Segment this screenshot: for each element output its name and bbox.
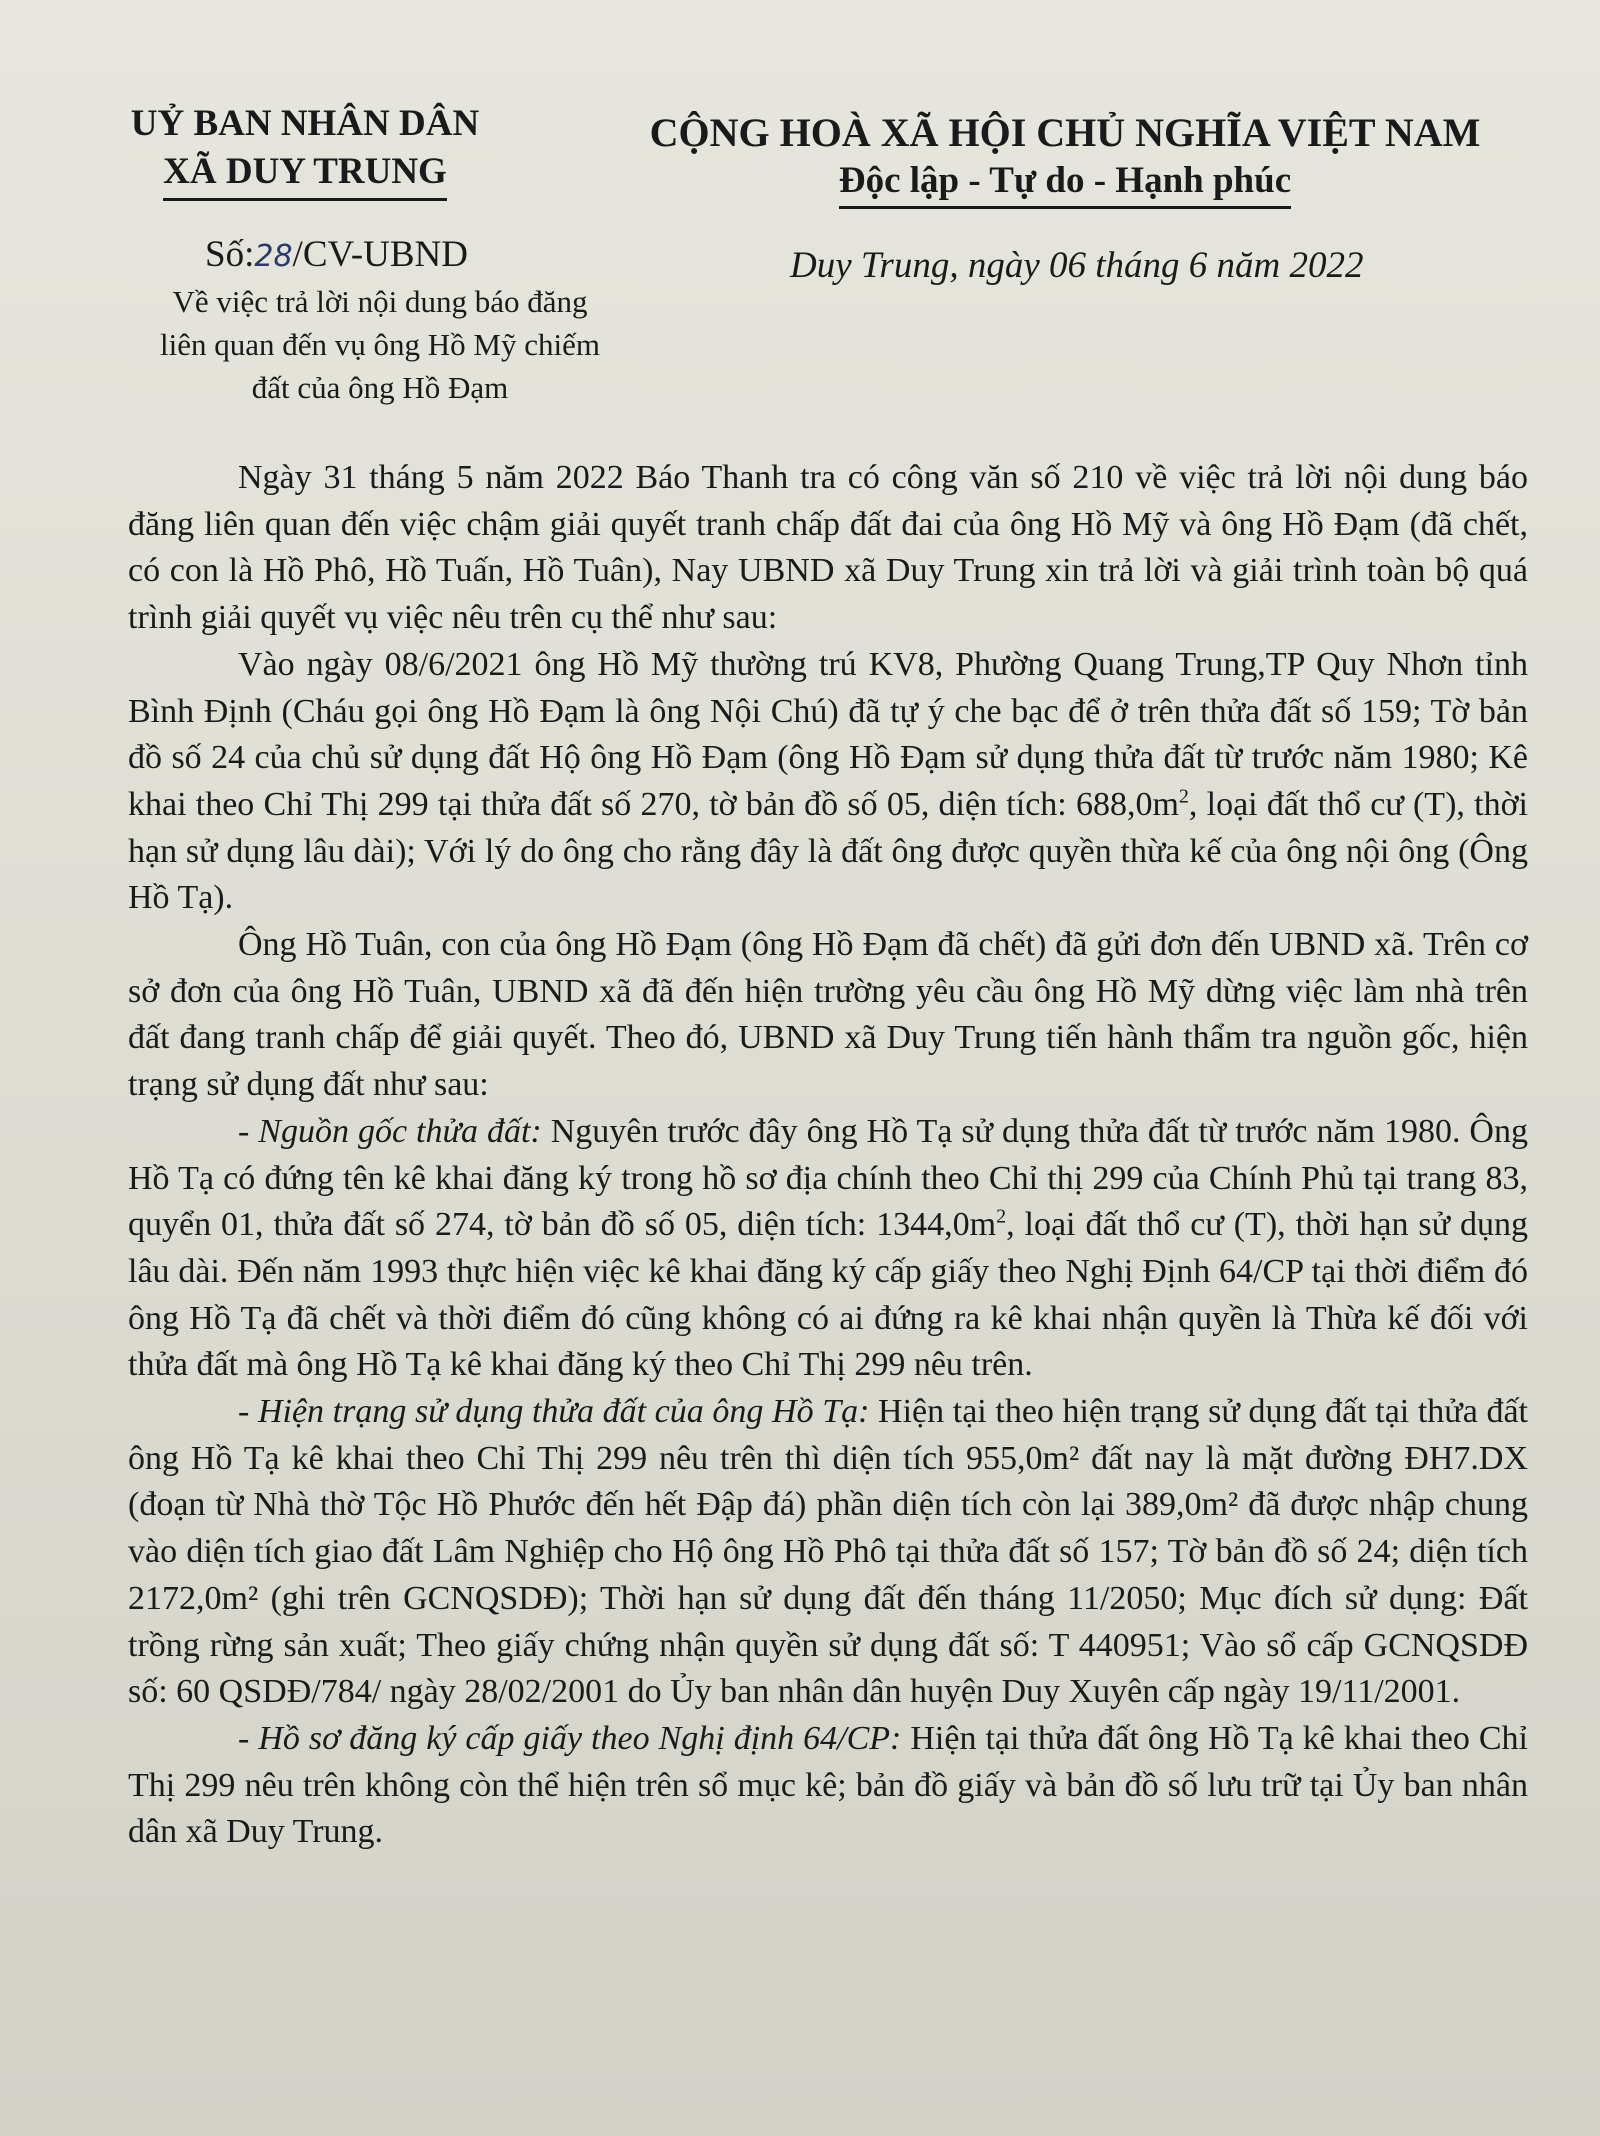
document-body (128, 455, 1528, 1856)
paragraph-4-text-a: Nguyên trước đây ông Hồ Tạ sử dụng thửa đất từ trước năm 1980. Ông Hồ Tạ có đứng tên kê khai đăng ký trong hồ sơ địa chính theo Chỉ thị 299 của Chính Phủ tại trang 83, quyển 01, thửa đất số 274, tờ bản đồ số 05, diện tích: 1344,0m (128, 1112, 1528, 1244)
paragraph-2-text-a: Vào ngày 08/6/2021 ông Hồ Mỹ thường trú KV8, Phường Quang Trung,TP Quy Nhơn tỉnh Bình Định (Cháu gọi ông Hồ Đạm là ông Nội Chú) đã tự ý che bạc để ở trên thửa đất số 159; Tờ bản đồ số 24 của chủ sử dụng đất Hộ ông Hồ Đạm (ông Hồ Đạm sử dụng thửa đất từ trước năm 1980; Kê khai theo Chỉ Thị 299 tại thửa đất số 270, tờ bản đồ số 05, diện tích: 688,0m (128, 645, 1528, 823)
issuing-authority (70, 100, 540, 201)
document-subject (100, 280, 660, 409)
document-number-handwritten: 28 (254, 239, 293, 274)
land-origin-label: - Nguồn gốc thửa đất: (238, 1112, 542, 1150)
paragraph-4-text-b: , loại đất thổ cư (T), thời hạn sử dụng lâu dài. Đến năm 1993 thực hiện việc kê khai đăng ký cấp giấy theo Nghị Định 64/CP tại thời điểm đó ông Hồ Tạ đã chết và thời điểm đó cũng không có ai đứng ra kê khai nhận quyền là Thừa kế đối với thửa đất mà ông Hồ Tạ kê khai đăng ký theo Chỉ Thị 299 nêu trên. (128, 1206, 1528, 1384)
subject-line-1: Về việc trả lời nội dung báo đăng (172, 284, 588, 319)
authority-line-1: UỶ BAN NHÂN DÂN (130, 103, 480, 144)
national-motto: Độc lập - Tự do - Hạnh phúc (839, 158, 1291, 209)
authority-line-2: XÃ DUY TRUNG (163, 148, 447, 201)
registration-record-label: - Hồ sơ đăng ký cấp giấy theo Nghị định 64/CP: (238, 1719, 902, 1757)
paragraph-2 (128, 642, 1528, 922)
document-number-suffix: /CV-UBND (292, 234, 468, 275)
paragraph-6-text: Hiện tại thửa đất ông Hồ Tạ kê khai theo Chỉ Thị 299 nêu trên không còn thể hiện trên sổ mục kê; bản đồ giấy và bản đồ số lưu trữ tại Ủy ban nhân dân xã Duy Trung. (128, 1719, 1528, 1851)
subject-line-2: liên quan đến vụ ông Hồ Mỹ chiếm (160, 327, 600, 362)
subject-line-3: đất của ông Hồ Đạm (251, 370, 509, 405)
document-number-prefix: Số: (205, 234, 255, 275)
paragraph-4 (128, 1109, 1528, 1389)
document-number (205, 232, 468, 280)
paragraph-2-superscript: 2 (1178, 785, 1189, 808)
paragraph-2-text-b: , loại đất thổ cư (T), thời hạn sử dụng lâu dài); Với lý do ông cho rằng đây là đất ông được quyền thừa kế của ông nội ông (Ông Hồ Tạ). (128, 785, 1528, 917)
national-heading (620, 108, 1510, 209)
place-and-date: Duy Trung, ngày 06 tháng 6 năm 2022 (790, 245, 1364, 286)
paragraph-1: Ngày 31 tháng 5 năm 2022 Báo Thanh tra có công văn số 210 về việc trả lời nội dung báo đăng liên quan đến việc chậm giải quyết tranh chấp đất đai của ông Hồ Mỹ và ông Hồ Đạm (đã chết, có con là Hồ Phô, Hồ Tuấn, Hồ Tuân), Nay UBND xã Duy Trung xin trả lời và giải trình toàn bộ quá trình giải quyết vụ việc nêu trên cụ thể như sau: (128, 459, 1528, 637)
paragraph-5 (128, 1389, 1528, 1716)
paragraph-5-text: Hiện tại theo hiện trạng sử dụng đất tại thửa đất ông Hồ Tạ kê khai theo Chỉ Thị 299 nêu trên thì diện tích 955,0m² đất nay là mặt đường ĐH7.DX (đoạn từ Nhà thờ Tộc Hồ Phước đến hết Đập đá) phần diện tích còn lại 389,0m² đã được nhập chung vào diện tích giao đất Lâm Nghiệp cho Hộ ông Hồ Phô tại thửa đất số 157; Tờ bản đồ số 24; diện tích 2172,0m² (ghi trên GCNQSDĐ); Thời hạn sử dụng đất đến tháng 11/2050; Mục đích sử dụng: Đất trồng rừng sản xuất; Theo giấy chứng nhận quyền sử dụng đất số: T 440951; Vào sổ cấp GCNQSDĐ số: 60 QSDĐ/784/ ngày 28/02/2001 do Ủy ban nhân dân huyện Duy Xuyên cấp ngày 19/11/2001. (128, 1393, 1528, 1711)
nation-title: CỘNG HOÀ XÃ HỘI CHỦ NGHĨA VIỆT NAM (649, 110, 1481, 155)
paragraph-4-superscript: 2 (996, 1205, 1007, 1228)
paragraph-3: Ông Hồ Tuân, con của ông Hồ Đạm (ông Hồ Đạm đã chết) đã gửi đơn đến UBND xã. Trên cơ sở đơn của ông Hồ Tuân, UBND xã đã đến hiện trường yêu cầu ông Hồ Mỹ dừng việc làm nhà trên đất đang tranh chấp để giải quyết. Theo đó, UBND xã Duy Trung tiến hành thẩm tra nguồn gốc, hiện trạng sử dụng đất như sau: (128, 926, 1528, 1104)
paragraph-6 (128, 1716, 1528, 1856)
land-use-status-label: - Hiện trạng sử dụng thửa đất của ông Hồ Tạ: (238, 1393, 870, 1431)
